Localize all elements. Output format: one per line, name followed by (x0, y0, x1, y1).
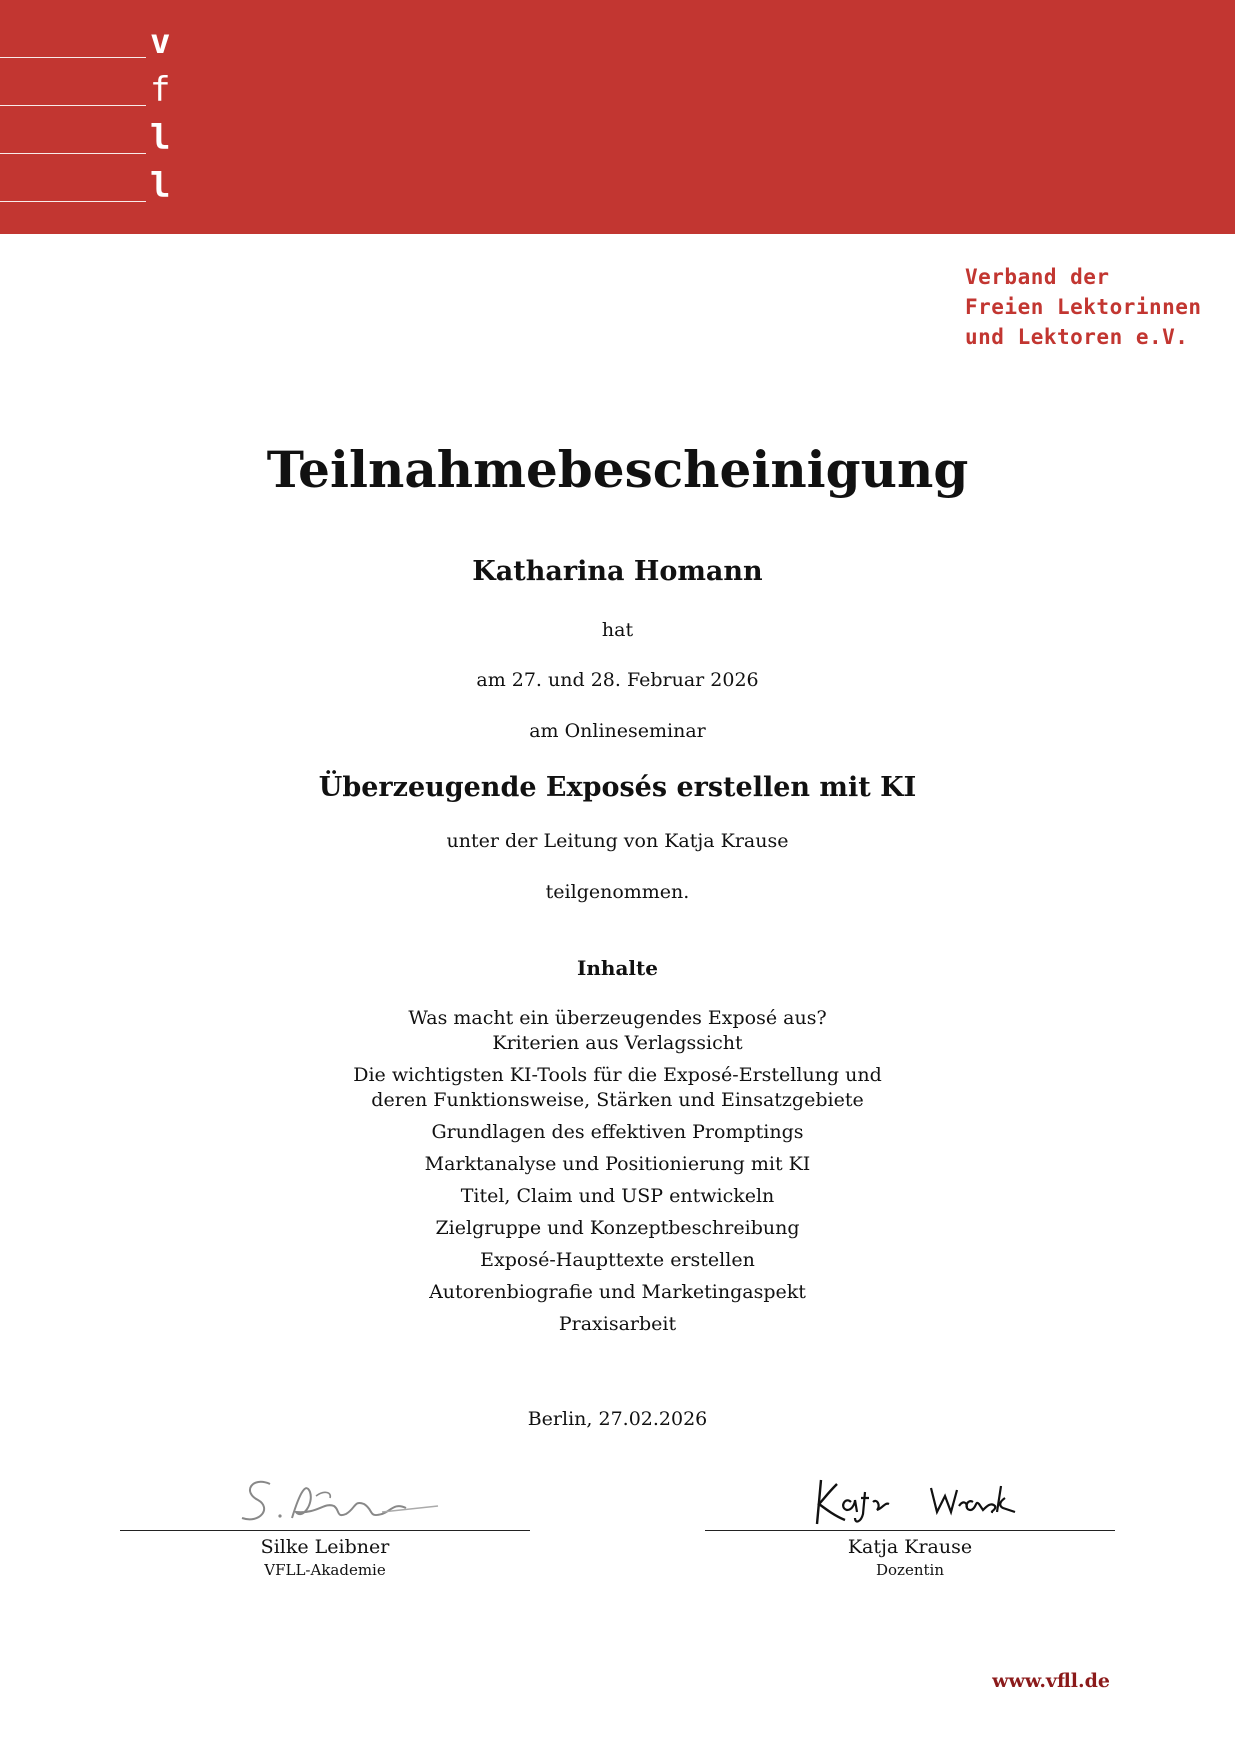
header-band (0, 0, 1235, 234)
website-link[interactable]: www.vfll.de (992, 1670, 1110, 1692)
logo-letter-f: f (150, 70, 171, 110)
list-item (0, 1063, 1235, 1113)
list-item (0, 1152, 1235, 1177)
org-name (965, 262, 1225, 352)
signature-block-right (705, 1462, 1115, 1580)
list-item-line: Autorenbiografie und Marketingaspekt (429, 1281, 806, 1303)
list-item (0, 1184, 1235, 1209)
list-item-line: Marktanalyse und Positionierung mit KI (424, 1153, 811, 1175)
list-item (0, 1248, 1235, 1273)
text-hat: hat (601, 619, 634, 641)
logo-row-l2 (0, 162, 170, 206)
certificate-title: Teilnahmebescheinigung (266, 440, 969, 499)
signer-name: Katja Krause (847, 1536, 973, 1558)
logo-row-v (0, 18, 170, 62)
list-item-line: Die wichtigsten KI-Tools für die Exposé-Erstellung und (353, 1064, 882, 1086)
seminar-title: Überzeugende Exposés erstellen mit KI (318, 772, 917, 803)
list-item-line: Grundlagen des effektiven Promptings (431, 1121, 804, 1143)
logo-row-l1 (0, 114, 170, 158)
contents-list (0, 1006, 1235, 1344)
list-item-line: Zielgruppe und Konzeptbeschreibung (435, 1217, 800, 1239)
list-item-line: Was macht ein überzeugendes Exposé aus? (408, 1007, 827, 1029)
participant-name: Katharina Homann (472, 556, 763, 587)
logo-rule (0, 105, 146, 106)
logo-rule (0, 201, 146, 202)
org-name-line: und Lektoren e.V. (965, 325, 1189, 349)
signer-role: Dozentin (876, 1561, 944, 1579)
signature-scribble (120, 1462, 530, 1530)
list-item (0, 1006, 1235, 1056)
logo-rule (0, 57, 146, 58)
list-item-line: Praxisarbeit (558, 1313, 677, 1335)
signature-image (705, 1462, 1115, 1530)
list-item (0, 1280, 1235, 1305)
list-item (0, 1216, 1235, 1241)
place-date: Berlin, 27.02.2026 (527, 1408, 708, 1430)
signature-block-left (120, 1462, 530, 1580)
org-name-line: Freien Lektorinnen (965, 295, 1202, 319)
list-item-line: Exposé-Haupttexte erstellen (480, 1249, 755, 1271)
list-item-line: Titel, Claim und USP entwickeln (460, 1185, 775, 1207)
list-item-line: Kriterien aus Verlagssicht (492, 1032, 743, 1054)
logo-rule (0, 153, 146, 154)
logo-letter-l: l (150, 118, 171, 158)
signature-scribble (705, 1462, 1115, 1530)
closing-line: teilgenommen. (545, 881, 690, 903)
date-line: am 27. und 28. Februar 2026 (476, 669, 759, 691)
list-item (0, 1120, 1235, 1145)
logo-letter-v: v (150, 22, 171, 62)
format-line: am Onlineseminar (529, 720, 706, 742)
contents-heading: Inhalte (577, 956, 658, 980)
signature-line (705, 1530, 1115, 1531)
signer-name: Silke Leibner (260, 1536, 390, 1558)
logo-row-f (0, 66, 170, 110)
signer-role: VFLL-Akademie (264, 1561, 386, 1579)
signature-image (120, 1462, 530, 1530)
logo-letter-l: l (150, 166, 171, 206)
leader-line: unter der Leitung von Katja Krause (446, 830, 789, 852)
signature-line (120, 1530, 530, 1531)
list-item-line: deren Funktionsweise, Stärken und Einsatzgebiete (371, 1089, 864, 1111)
list-item (0, 1312, 1235, 1337)
org-name-line: Verband der (965, 265, 1110, 289)
